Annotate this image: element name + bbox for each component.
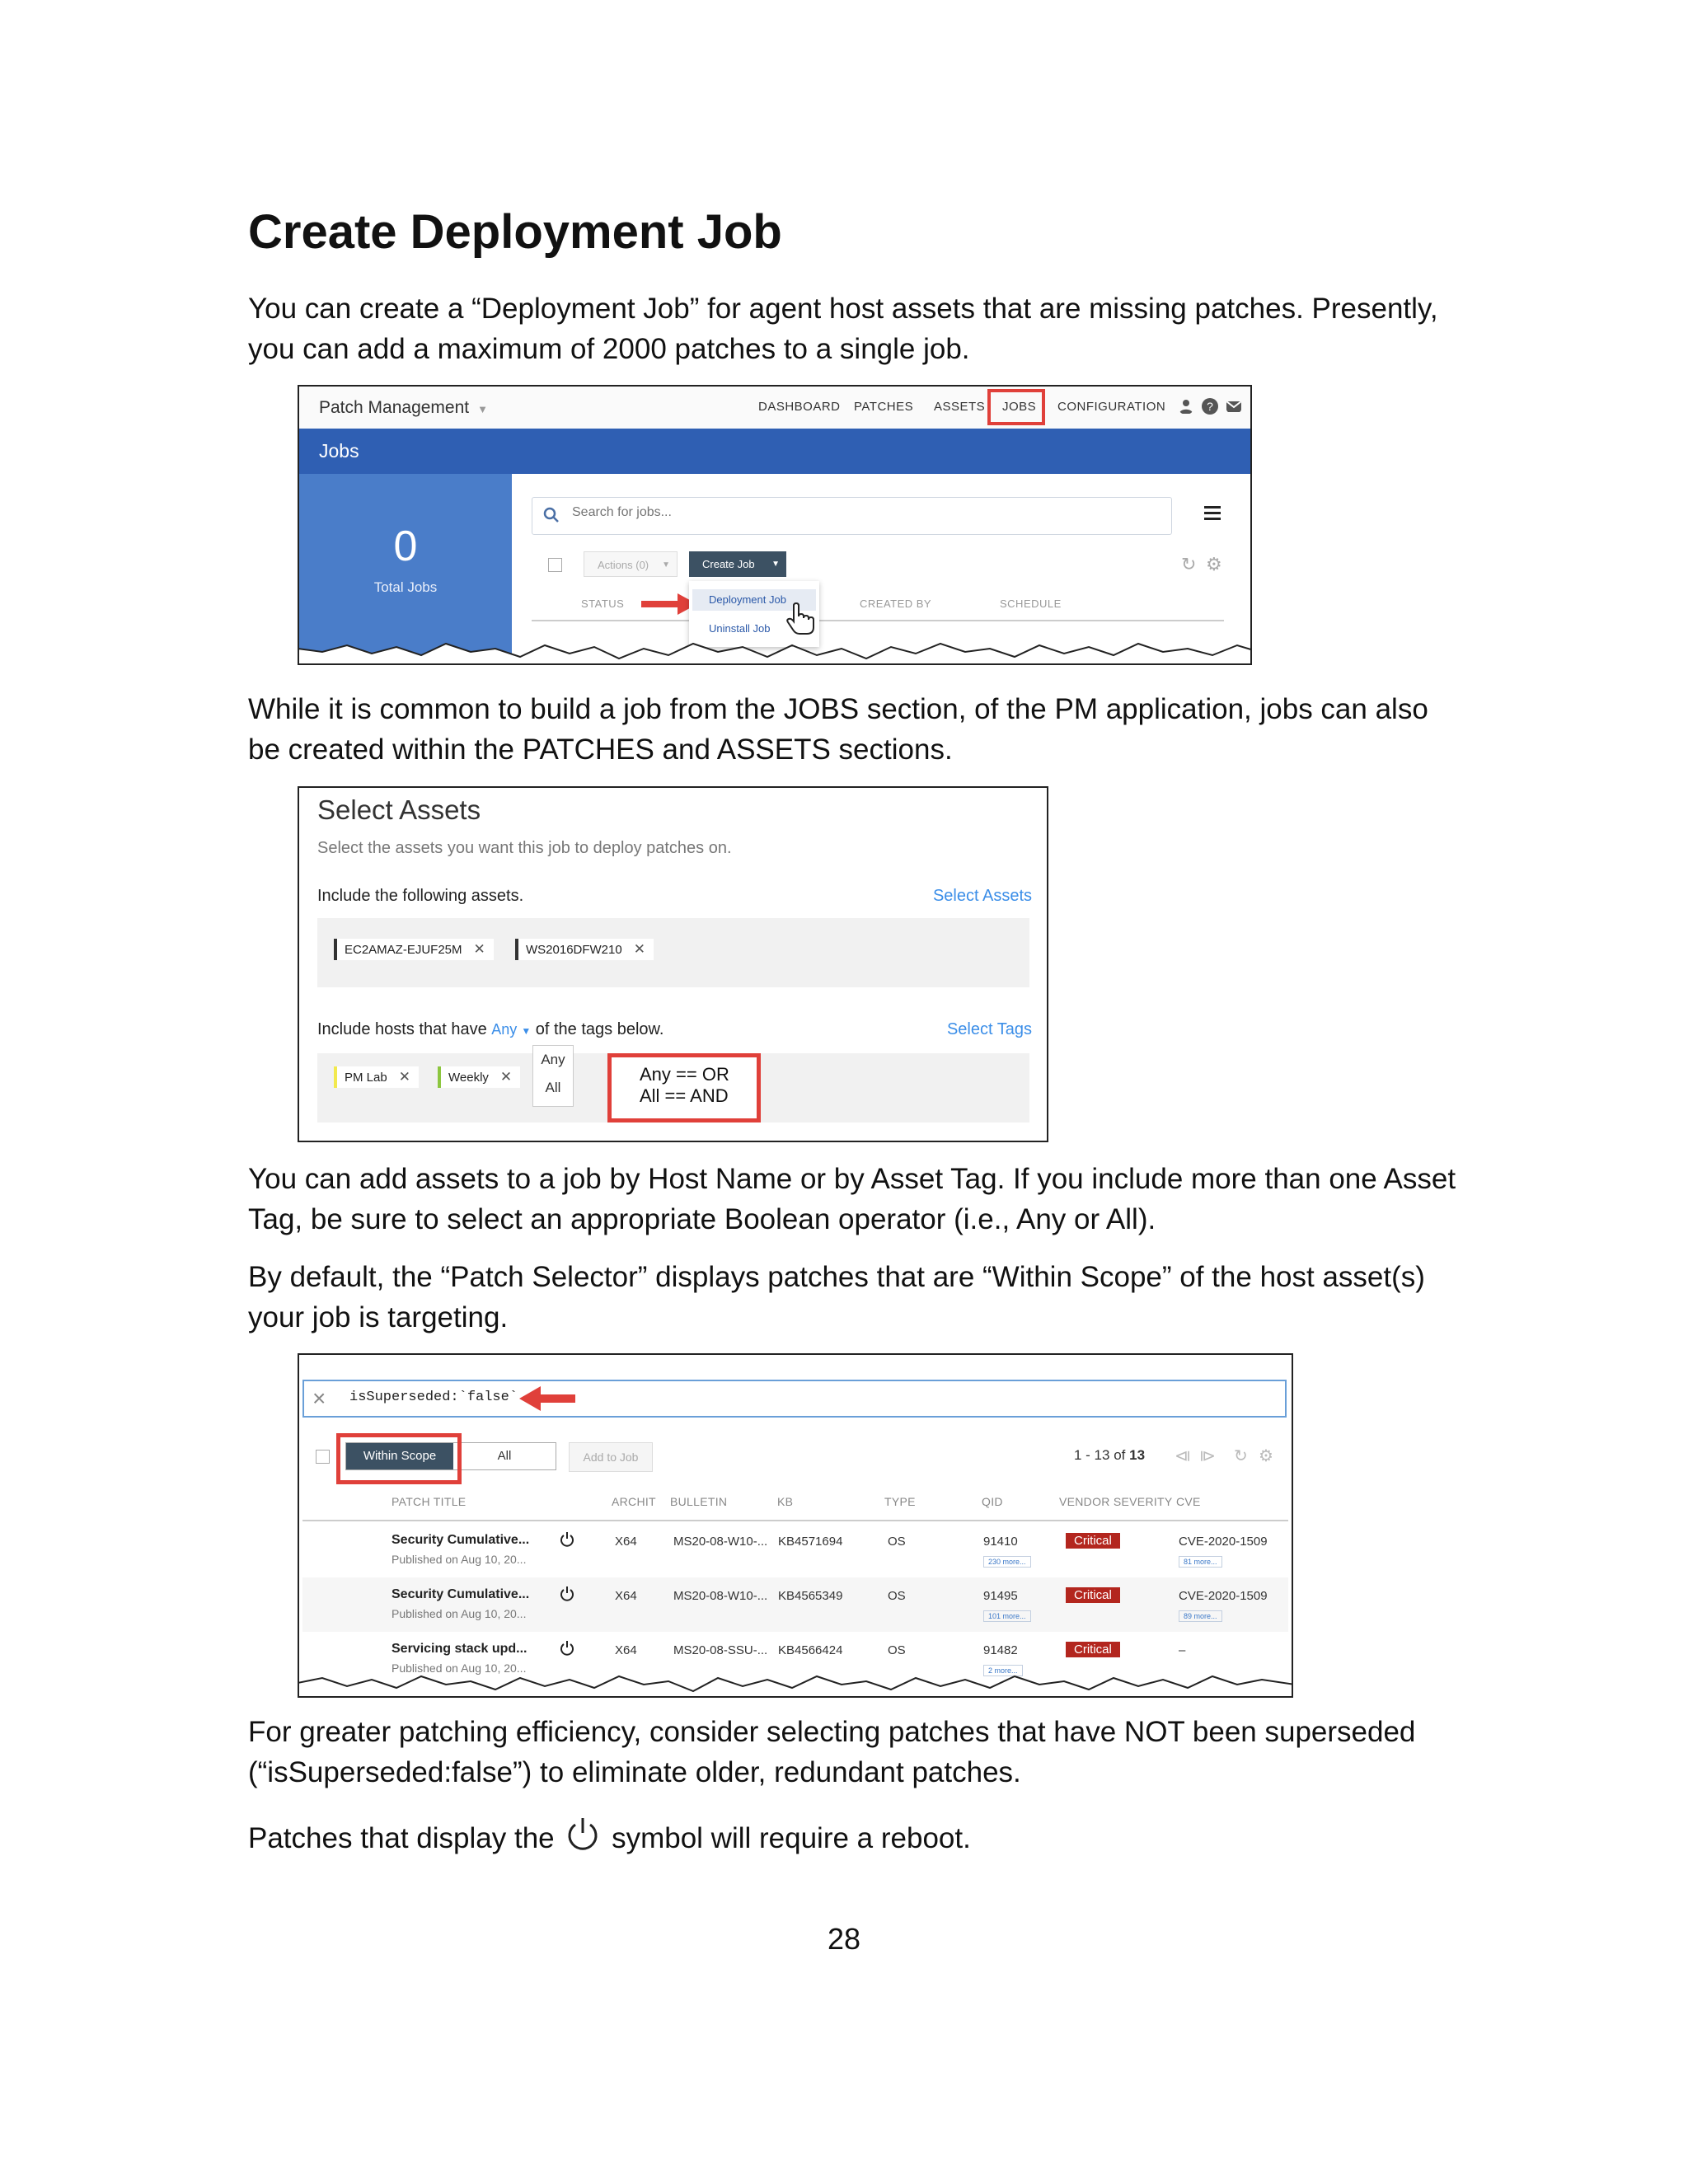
patch-qid: 91482 xyxy=(983,1643,1018,1657)
torn-edge xyxy=(298,637,1252,665)
reboot-text-after: symbol will require a reboot. xyxy=(612,1822,971,1854)
count-range: 1 - 13 of xyxy=(1074,1447,1126,1463)
scope-within-button[interactable]: Within Scope xyxy=(346,1443,453,1469)
select-assets-subtitle: Select the assets you want this job to deploy patches on. xyxy=(317,839,732,857)
nav-jobs[interactable]: JOBS xyxy=(1002,400,1037,414)
close-icon[interactable]: × xyxy=(312,1385,326,1411)
patch-cve: – xyxy=(1179,1643,1186,1657)
chevron-down-icon: ▼ xyxy=(477,403,488,415)
total-jobs-count: 0 xyxy=(393,523,418,570)
banner-title: Jobs xyxy=(319,440,359,462)
column-bulletin[interactable]: BULLETIN xyxy=(670,1495,728,1508)
select-all-checkbox[interactable] xyxy=(316,1450,330,1464)
patch-qid: 91410 xyxy=(983,1535,1018,1549)
jobs-banner xyxy=(299,429,1250,474)
chevron-down-icon: ▼ xyxy=(521,1025,532,1037)
cve-more-link[interactable]: 81 more... xyxy=(1179,1556,1222,1568)
column-vendor-severity[interactable]: VENDOR SEVERITY xyxy=(1059,1495,1173,1508)
refresh-icon[interactable]: ↻ xyxy=(1181,554,1197,574)
tag-chip-label: Weekly xyxy=(448,1071,489,1085)
mail-icon[interactable] xyxy=(1226,398,1242,415)
torn-edge xyxy=(298,1670,1293,1698)
nav-patches[interactable]: PATCHES xyxy=(854,400,914,414)
select-assets-title: Select Assets xyxy=(317,794,481,825)
first-page-icon[interactable]: ⧏ xyxy=(1175,1447,1191,1465)
column-kb[interactable]: KB xyxy=(777,1495,794,1508)
power-icon xyxy=(559,1586,575,1602)
patch-published: Published on Aug 10, 20... xyxy=(392,1661,527,1675)
patch-title[interactable]: Security Cumulative... xyxy=(392,1587,530,1601)
gear-icon[interactable]: ⚙ xyxy=(1206,554,1222,574)
patch-published: Published on Aug 10, 20... xyxy=(392,1607,527,1620)
close-icon[interactable]: ✕ xyxy=(398,1069,410,1085)
scope-highlight-box xyxy=(336,1433,462,1484)
select-assets-link[interactable]: Select Assets xyxy=(932,887,1032,905)
result-count xyxy=(1074,1447,1145,1464)
table-divider xyxy=(302,1520,1288,1521)
menu-icon[interactable] xyxy=(1204,506,1221,523)
intro-paragraph: You can create a “Deployment Job” for agent host assets that are missing patches. Presently, you can add a maximum of 2000 patches to a single job. xyxy=(248,293,1438,365)
column-qid[interactable]: QID xyxy=(982,1495,1003,1508)
job-search-box xyxy=(532,497,1172,535)
table-divider xyxy=(532,620,1224,621)
close-icon[interactable]: ✕ xyxy=(499,1069,513,1085)
cve-more-link[interactable]: 89 more... xyxy=(1179,1610,1222,1622)
tag-chip-label: PM Lab xyxy=(345,1071,387,1085)
patch-kb: KB4565349 xyxy=(778,1589,843,1603)
operator-callout xyxy=(607,1053,761,1122)
assets-paragraph: You can add assets to a job by Host Name or by Asset Tag. If you include more than one Asset Tag, be sure to select an appropriate Boolean operator (i.e., Any or All). xyxy=(248,1163,1456,1235)
column-cve[interactable]: CVE xyxy=(1176,1495,1201,1508)
patch-title[interactable]: Servicing stack upd... xyxy=(392,1642,528,1656)
actions-button[interactable] xyxy=(584,551,678,577)
severity-badge: Critical xyxy=(1066,1642,1120,1657)
include-hosts-label xyxy=(317,1020,663,1039)
asset-chip-label: EC2AMAZ-EJUF25M xyxy=(345,943,462,957)
asset-chip xyxy=(334,939,494,960)
refresh-icon[interactable]: ↻ xyxy=(1234,1447,1248,1465)
filter-query[interactable]: isSuperseded:`false` xyxy=(349,1390,518,1405)
jobs-highlight-box xyxy=(987,389,1045,425)
nav-configuration[interactable]: CONFIGURATION xyxy=(1057,400,1166,414)
gear-icon[interactable]: ⚙ xyxy=(1259,1447,1273,1465)
scope-all-button[interactable]: All xyxy=(497,1449,512,1463)
operator-option-all[interactable]: All xyxy=(545,1080,561,1095)
column-archit[interactable]: ARCHIT xyxy=(612,1495,656,1508)
add-to-job-button[interactable]: Add to Job xyxy=(569,1442,653,1472)
patch-kb: KB4571694 xyxy=(778,1535,843,1549)
qid-more-link[interactable]: 101 more... xyxy=(983,1610,1031,1622)
patch-bulletin: MS20-08-W10-... xyxy=(673,1589,768,1603)
patch-cve: CVE-2020-1509 xyxy=(1179,1589,1268,1603)
hosts-after-text: of the tags below. xyxy=(535,1020,664,1038)
column-status[interactable]: STATUS xyxy=(581,598,625,610)
filter-bar xyxy=(302,1380,1287,1418)
callout-line-and: All == AND xyxy=(640,1085,729,1106)
patch-published: Published on Aug 10, 20... xyxy=(392,1553,527,1566)
select-tags-link[interactable]: Select Tags xyxy=(946,1020,1032,1038)
operator-menu xyxy=(532,1045,574,1107)
patch-type: OS xyxy=(888,1535,906,1549)
create-job-label: Create Job xyxy=(702,558,755,570)
close-icon[interactable]: ✕ xyxy=(633,941,645,957)
menu-item-deployment-job[interactable]: Deployment Job xyxy=(692,589,816,611)
reboot-paragraph xyxy=(248,1816,1460,1858)
table-row[interactable] xyxy=(302,1523,1288,1577)
column-created-by[interactable]: CREATED BY xyxy=(860,598,932,610)
qid-more-link[interactable]: 230 more... xyxy=(983,1556,1031,1568)
search-input[interactable] xyxy=(570,504,1151,521)
table-row[interactable] xyxy=(302,1577,1288,1632)
patch-type: OS xyxy=(888,1643,906,1657)
asset-chip xyxy=(515,939,654,960)
patch-arch: X64 xyxy=(615,1535,637,1549)
tag-chip xyxy=(438,1066,520,1088)
user-icon[interactable] xyxy=(1178,398,1194,415)
nav-assets[interactable]: ASSETS xyxy=(934,400,986,414)
arrow-left-icon xyxy=(518,1385,577,1413)
count-total: 13 xyxy=(1129,1447,1146,1463)
tag-chip xyxy=(334,1066,419,1088)
operator-dropdown[interactable] xyxy=(491,1021,531,1038)
operator-value: Any xyxy=(491,1021,518,1038)
page-title: Create Deployment Job xyxy=(248,205,782,259)
app-switcher[interactable] xyxy=(319,398,488,418)
power-icon xyxy=(565,1816,600,1853)
select-all-checkbox[interactable] xyxy=(548,558,562,572)
reboot-text-before: Patches that display the xyxy=(248,1822,555,1854)
menu-item-uninstall-job[interactable]: Uninstall Job xyxy=(709,622,771,635)
patch-bulletin: MS20-08-SSU-... xyxy=(673,1643,768,1657)
asset-chip-label: WS2016DFW210 xyxy=(526,943,622,957)
chevron-down-icon: ▼ xyxy=(771,560,780,569)
power-icon xyxy=(559,1640,575,1657)
app-top-bar xyxy=(299,387,1250,429)
patch-cve: CVE-2020-1509 xyxy=(1179,1535,1268,1549)
search-icon xyxy=(542,506,560,524)
last-page-icon[interactable]: ⧐ xyxy=(1199,1447,1216,1465)
patch-arch: X64 xyxy=(615,1643,637,1657)
power-icon xyxy=(559,1531,575,1548)
sections-paragraph: While it is common to build a job from the JOBS section, of the PM application, jobs can also be created within the PATCHES and ASSETS sections. xyxy=(248,693,1428,766)
default-paragraph: By default, the “Patch Selector” displays patches that are “Within Scope” of the host asset(s) your job is targeting. xyxy=(248,1261,1425,1333)
severity-badge: Critical xyxy=(1066,1533,1120,1549)
app-name: Patch Management xyxy=(319,398,470,417)
assets-box xyxy=(317,918,1029,987)
qid-more-link[interactable]: 2 more... xyxy=(983,1665,1023,1676)
page-number: 28 xyxy=(827,1922,861,1956)
actions-label: Actions (0) xyxy=(598,559,649,571)
jobs-screenshot xyxy=(298,385,1252,665)
patch-bulletin: MS20-08-W10-... xyxy=(673,1535,768,1549)
patch-type: OS xyxy=(888,1589,906,1603)
include-assets-label: Include the following assets. xyxy=(317,887,524,905)
select-assets-screenshot xyxy=(298,786,1048,1142)
nav-dashboard[interactable]: DASHBOARD xyxy=(758,400,841,414)
create-job-button[interactable] xyxy=(689,551,786,577)
superseded-paragraph: For greater patching efficiency, consider selecting patches that have NOT been superseded (“isSuperseded:false”) to eliminate older, redundant patches. xyxy=(248,1716,1416,1788)
column-schedule[interactable]: SCHEDULE xyxy=(1000,598,1062,610)
severity-badge: Critical xyxy=(1066,1587,1120,1603)
chevron-down-icon: ▼ xyxy=(662,560,670,569)
patch-selector-screenshot xyxy=(298,1353,1293,1698)
help-icon[interactable]: ? xyxy=(1202,398,1218,415)
patch-qid: 91495 xyxy=(983,1589,1018,1603)
hosts-before-text: Include hosts that have xyxy=(317,1020,487,1038)
hand-cursor-icon xyxy=(785,602,815,635)
patch-title[interactable]: Security Cumulative... xyxy=(392,1533,530,1547)
total-jobs-label: Total Jobs xyxy=(373,579,438,595)
column-type[interactable]: TYPE xyxy=(884,1495,916,1508)
close-icon[interactable]: ✕ xyxy=(473,941,485,957)
patch-kb: KB4566424 xyxy=(778,1643,843,1657)
column-patch-title[interactable]: PATCH TITLE xyxy=(392,1495,467,1508)
callout-line-or: Any == OR xyxy=(640,1064,729,1085)
operator-option-any[interactable]: Any xyxy=(541,1052,565,1067)
patch-arch: X64 xyxy=(615,1589,637,1603)
